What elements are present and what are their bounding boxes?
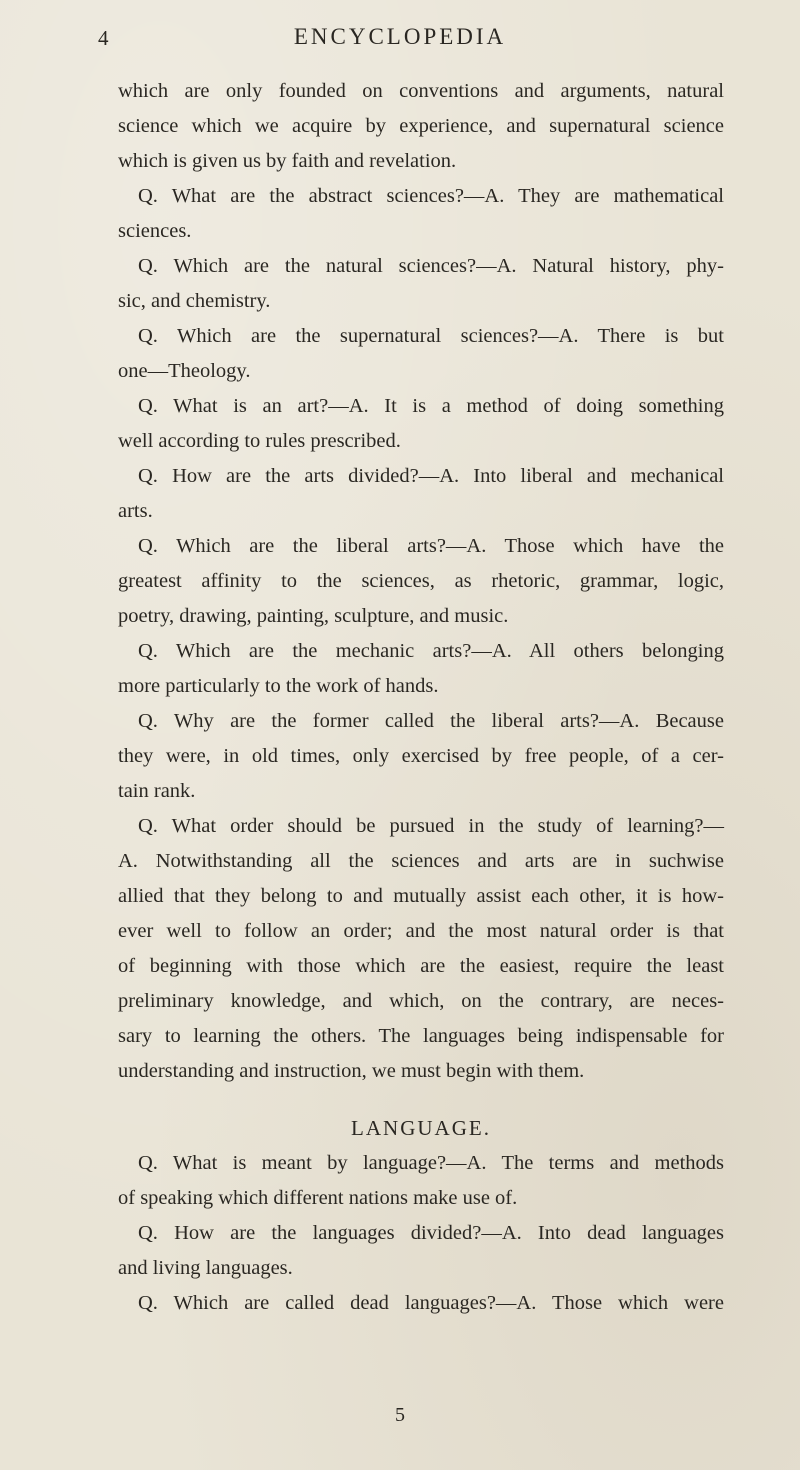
text-line: one—Theology. — [118, 360, 251, 382]
text-line: greatest affinity to the sciences, as rhetoric, grammar, logic, — [118, 570, 724, 592]
text-line: which are only founded on conventions and arguments, natural — [118, 80, 724, 102]
text-line: Q. What is an art?—A. It is a method of doing something — [138, 395, 724, 417]
text-line: sciences. — [118, 220, 192, 242]
text-line: science which we acquire by experience, and supernatural science — [118, 115, 724, 137]
text-line: Q. Why are the former called the liberal arts?—A. Because — [138, 710, 724, 732]
section-heading: LANGUAGE. — [351, 1116, 491, 1140]
text-line: Q. What is meant by language?—A. The terms and methods — [138, 1152, 724, 1174]
text-line: Q. Which are the natural sciences?—A. Natural history, phy- — [138, 255, 724, 277]
spacer — [118, 1089, 724, 1111]
text-line: Q. How are the arts divided?—A. Into liberal and mechanical — [138, 465, 724, 487]
text-line: ever well to follow an order; and the most natural order is that — [118, 920, 724, 942]
text-line: A. Notwithstanding all the sciences and arts are in suchwise — [118, 850, 724, 872]
text-line: sic, and chemistry. — [118, 290, 271, 312]
text-line: Q. Which are the mechanic arts?—A. All others belonging — [138, 640, 724, 662]
text-line: and living languages. — [118, 1257, 293, 1279]
text-line: Q. What are the abstract sciences?—A. They are mathematical — [138, 185, 724, 207]
text-line: more particularly to the work of hands. — [118, 675, 439, 697]
text-line: they were, in old times, only exercised by free people, of a cer- — [118, 745, 724, 767]
text-line: understanding and instruction, we must begin with them. — [118, 1060, 585, 1082]
text-line: tain rank. — [118, 780, 196, 802]
text-line: arts. — [118, 500, 153, 522]
page-header — [0, 20, 800, 60]
text-line: Q. Which are called dead languages?—A. Those which were — [138, 1292, 724, 1314]
text-line: preliminary knowledge, and which, on the contrary, are neces- — [118, 990, 724, 1012]
text-line: Q. Which are the liberal arts?—A. Those which have the — [138, 535, 724, 557]
signature-mark: 5 — [395, 1404, 405, 1426]
text-line: of beginning with those which are the easiest, require the least — [118, 955, 724, 977]
text-line: well according to rules prescribed. — [118, 430, 401, 452]
text-line: Q. What order should be pursued in the study of learning?— — [138, 815, 724, 837]
text-line: of speaking which different nations make use of. — [118, 1187, 518, 1209]
page-number: 4 — [98, 26, 110, 50]
text-line: Q. How are the languages divided?—A. Into dead languages — [138, 1222, 724, 1244]
text-line: allied that they belong to and mutually assist each other, it is how- — [118, 885, 724, 907]
body-text — [118, 74, 724, 1321]
running-head: ENCYCLOPEDIA — [293, 24, 507, 49]
text-line: which is given us by faith and revelation. — [118, 150, 457, 172]
text-line: poetry, drawing, painting, sculpture, and music. — [118, 605, 509, 627]
text-line: sary to learning the others. The languages being indispensable for — [118, 1025, 724, 1047]
text-line: Q. Which are the supernatural sciences?—A. There is but — [138, 325, 724, 347]
